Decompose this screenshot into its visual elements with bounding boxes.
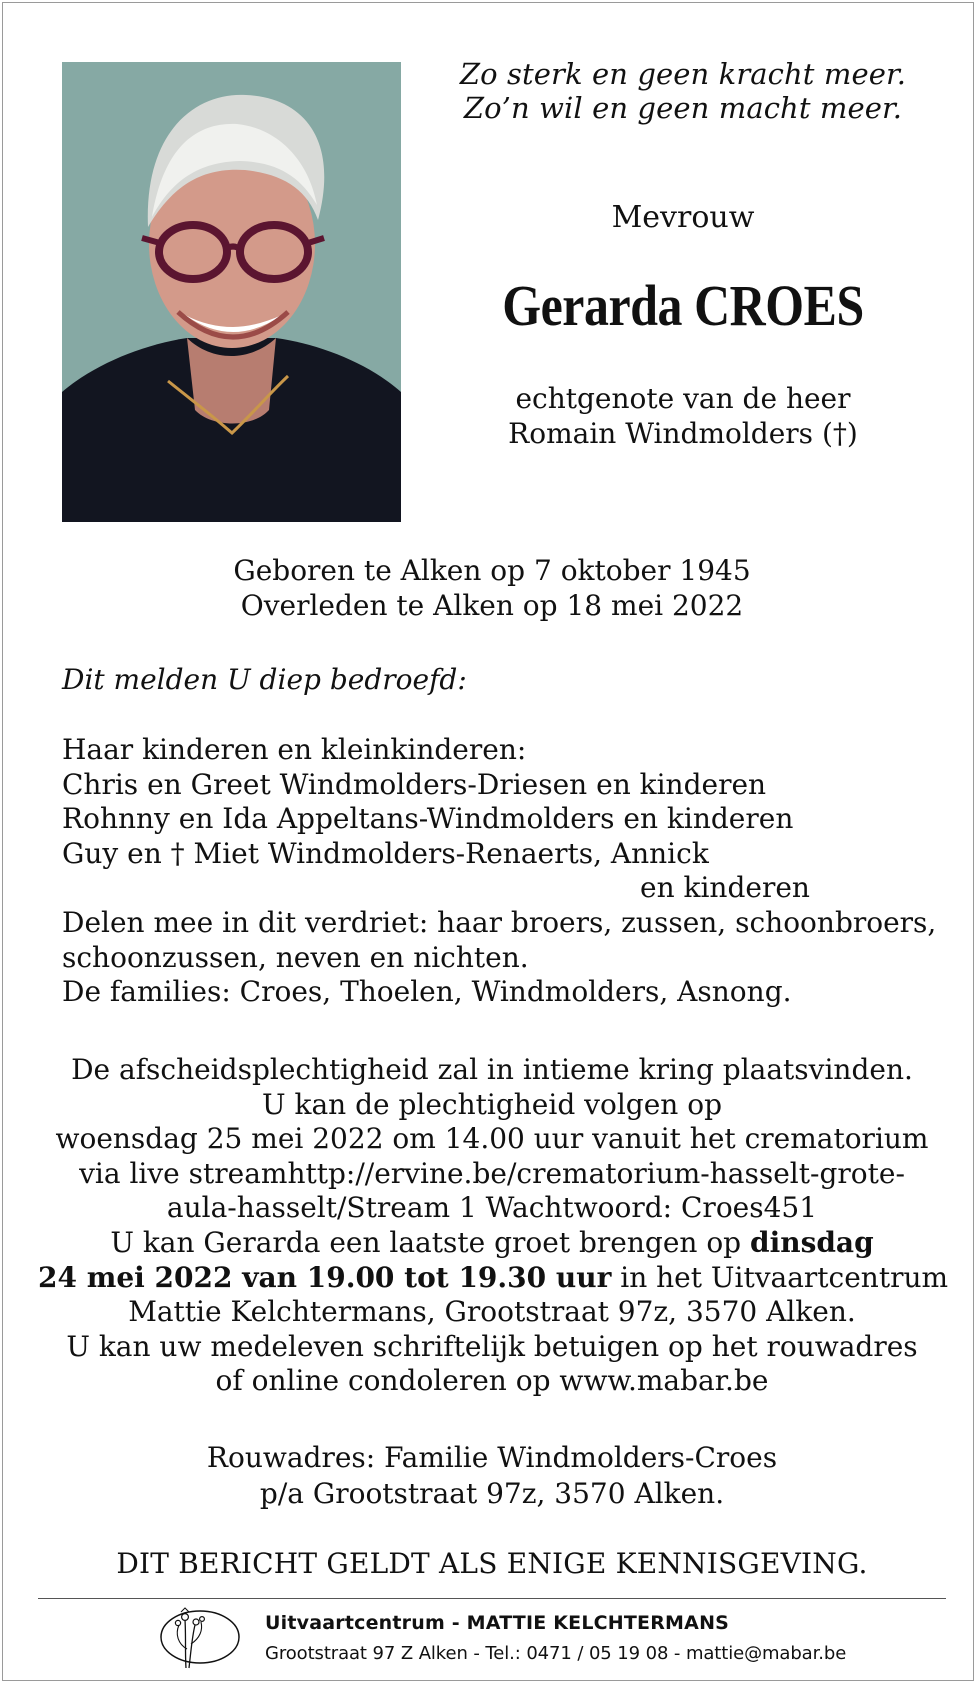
family-list <box>62 733 942 1010</box>
notice-statement: DIT BERICHT GELDT ALS ENIGE KENNISGEVING. <box>116 1547 868 1580</box>
ceremony-line: U kan uw medeleven schriftelijk betuigen op het rouwadres <box>66 1329 918 1363</box>
portrait-illustration <box>62 62 401 522</box>
death-date: Overleden te Alken op 18 mei 2022 <box>240 588 744 622</box>
ceremony-line: of online condoleren op www.mabar.be <box>215 1364 769 1398</box>
family-line: De families: Croes, Thoelen, Windmolders, Asnong. <box>62 975 792 1009</box>
ceremony-line: De afscheidsplechtigheid zal in intieme kring plaatsvinden. <box>71 1053 913 1086</box>
footer-divider <box>38 1598 946 1599</box>
visitation-day: dinsdag <box>750 1225 874 1259</box>
ceremony-line: aula-hasselt/Stream 1 Wachtwoord: Croes451 <box>166 1191 818 1225</box>
ceremony-line: via live streamhttp://ervine.be/crematorium-hasselt-grote- <box>79 1156 905 1190</box>
family-line: Guy en † Miet Windmolders-Renaerts, Annick <box>62 836 709 870</box>
family-line: Delen mee in dit verdriet: haar broers, zussen, schoonbroers, <box>62 905 937 939</box>
family-line: en kinderen <box>640 871 810 905</box>
portrait-photo <box>62 62 401 522</box>
quote-line-1: Zo sterk en geen kracht meer. <box>459 57 907 91</box>
announcement-intro: Dit melden U diep bedroefd: <box>62 663 467 696</box>
life-dates <box>38 554 946 623</box>
visitation-location: in het Uitvaartcentrum <box>611 1260 949 1294</box>
deceased-name: Gerarda CROES <box>502 273 864 338</box>
quote-line-2: Zo’n wil en geen macht meer. <box>463 91 903 125</box>
death-notice-card <box>2 2 974 1681</box>
mourning-address <box>38 1440 946 1512</box>
funeral-home-name: Uitvaartcentrum - MATTIE KELCHTERMANS <box>265 1612 730 1634</box>
funeral-home-contact: Grootstraat 97 Z Alken - Tel.: 0471 / 05 19 08 - mattie@mabar.be <box>265 1643 847 1664</box>
funeral-home-info <box>265 1610 846 1672</box>
visitation-line-1 <box>38 1226 946 1261</box>
family-line: schoonzussen, neven en nichten. <box>62 940 529 974</box>
family-line: Chris en Greet Windmolders-Driesen en kinderen <box>62 767 767 801</box>
spouse-line-1: echtgenote van de heer <box>515 382 851 415</box>
ceremony-line: U kan de plechtigheid volgen op <box>261 1087 722 1121</box>
family-line: Haar kinderen en kleinkinderen: <box>62 733 527 766</box>
visitation-time: 24 mei 2022 van 19.00 tot 19.30 uur <box>38 1260 612 1294</box>
ceremony-info <box>38 1053 949 1399</box>
ceremony-line: Mattie Kelchtermans, Grootstraat 97z, 3570 Alken. <box>128 1295 856 1329</box>
funeral-home-logo <box>158 1604 242 1670</box>
spouse-info <box>433 381 933 451</box>
address-line-1: Rouwadres: Familie Windmolders-Croes <box>206 1441 778 1474</box>
ceremony-line: woensdag 25 mei 2022 om 14.00 uur vanuit het crematorium <box>55 1122 929 1156</box>
visitation-line-2 <box>38 1260 949 1296</box>
family-line: Rohnny en Ida Appeltans-Windmolders en kinderen <box>62 802 794 836</box>
honorific-title: Mevrouw <box>611 200 755 235</box>
address-line-2: p/a Grootstraat 97z, 3570 Alken. <box>259 1477 725 1510</box>
flower-logo-icon <box>158 1604 242 1670</box>
visitation-text: U kan Gerarda een laatste groet brengen op <box>110 1225 751 1259</box>
quote <box>433 57 933 125</box>
spouse-line-2: Romain Windmolders (†) <box>508 417 858 450</box>
birth-date: Geboren te Alken op 7 oktober 1945 <box>233 554 751 587</box>
